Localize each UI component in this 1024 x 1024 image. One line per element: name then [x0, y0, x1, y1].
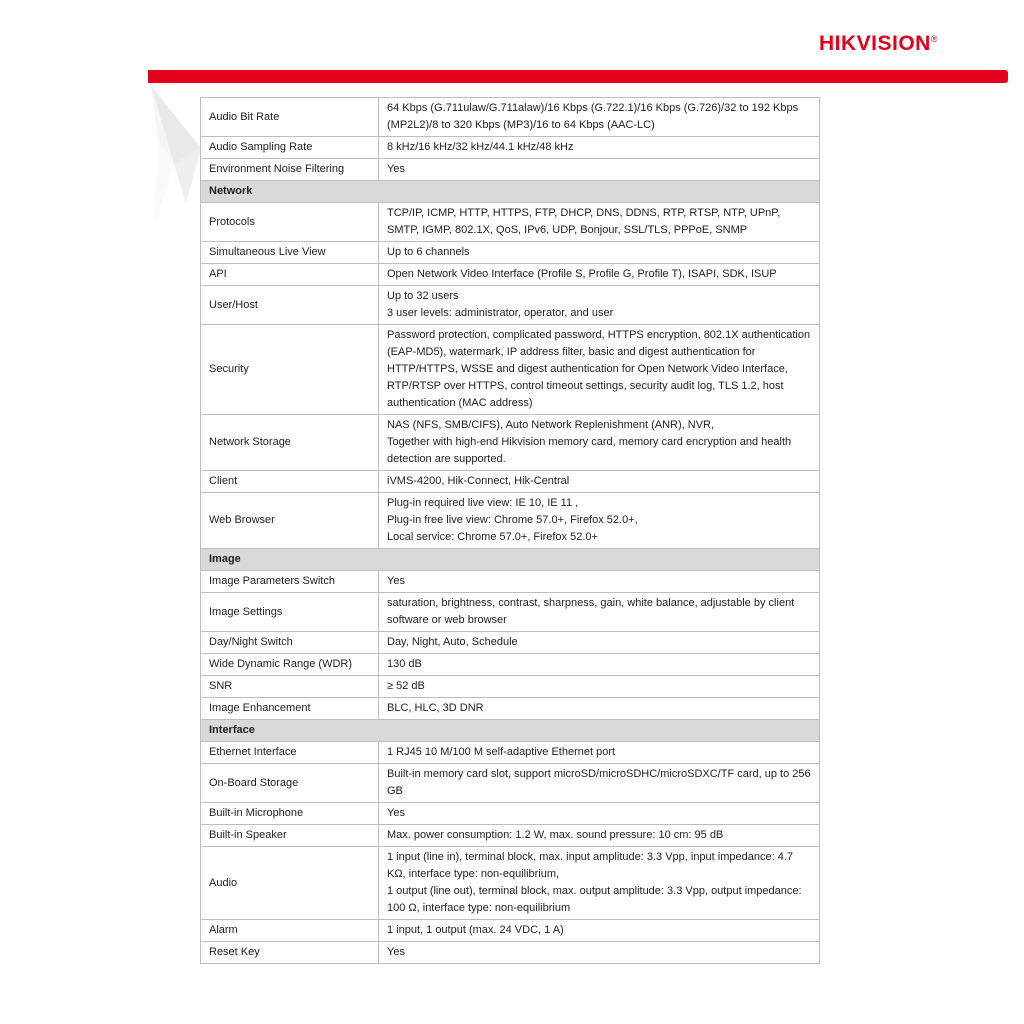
spec-value: 1 RJ45 10 M/100 M self-adaptive Ethernet port: [379, 742, 820, 764]
spec-value: Open Network Video Interface (Profile S, Profile G, Profile T), ISAPI, SDK, ISUP: [379, 264, 820, 286]
spec-row: [201, 159, 820, 181]
spec-value-line: NAS (NFS, SMB/CIFS), Auto Network Replenishment (ANR), NVR,: [387, 419, 715, 431]
spec-row: [201, 942, 820, 964]
spec-label: Built-in Microphone: [201, 803, 379, 825]
spec-value-line: Local service: Chrome 57.0+, Firefox 52.0+: [387, 531, 598, 543]
spec-row: [201, 803, 820, 825]
spec-row: [201, 286, 820, 325]
spec-value: Up to 6 channels: [379, 242, 820, 264]
spec-row: [201, 764, 820, 803]
spec-label: Audio Sampling Rate: [201, 137, 379, 159]
spec-label: Image Parameters Switch: [201, 571, 379, 593]
spec-row: [201, 203, 820, 242]
spec-value: Day, Night, Auto, Schedule: [379, 632, 820, 654]
spec-value-line: Together with high-end Hikvision memory card, memory card encryption and health detection are supported.: [387, 436, 792, 465]
spec-value: [379, 847, 820, 920]
spec-value: Yes: [379, 803, 820, 825]
spec-label: User/Host: [201, 286, 379, 325]
spec-label: Client: [201, 471, 379, 493]
spec-label: SNR: [201, 676, 379, 698]
hikvision-logo: [819, 32, 938, 56]
spec-row: [201, 847, 820, 920]
spec-value: 130 dB: [379, 654, 820, 676]
spec-label: Wide Dynamic Range (WDR): [201, 654, 379, 676]
section-title: Image: [201, 549, 820, 571]
spec-value-line: 3 user levels: administrator, operator, and user: [387, 307, 614, 319]
spec-value: Password protection, complicated password, HTTPS encryption, 802.1X authentication (EAP-MD5), watermark, IP address filter, basic and digest authentication for HTTP/HTTPS, WSSE and digest authentication for Open Network Video Interface, RTP/RTSP over HTTPS, control timeout settings, security audit log, TLS 1.2, host authentication (MAC address): [379, 325, 820, 415]
spec-row: [201, 571, 820, 593]
spec-row: [201, 632, 820, 654]
spec-label: Reset Key: [201, 942, 379, 964]
spec-label: Security: [201, 325, 379, 415]
decorative-arrow-graphic: [146, 86, 206, 236]
spec-row: [201, 593, 820, 632]
spec-value: 64 Kbps (G.711ulaw/G.711alaw)/16 Kbps (G.722.1)/16 Kbps (G.726)/32 to 192 Kbps (MP2L2)/8 to 320 Kbps (MP3)/16 to 64 Kbps (AAC-LC): [379, 98, 820, 137]
spec-row: [201, 825, 820, 847]
spec-label: Protocols: [201, 203, 379, 242]
spec-label: Environment Noise Filtering: [201, 159, 379, 181]
spec-label: Ethernet Interface: [201, 742, 379, 764]
spec-value: Yes: [379, 571, 820, 593]
section-title: Network: [201, 181, 820, 203]
hikvision-logo-text: HIKVISION: [819, 32, 931, 55]
spec-value: [379, 415, 820, 471]
spec-value-line: 1 input (line in), terminal block, max. input amplitude: 3.3 Vpp, input impedance: 4.7 KΩ, interface type: non-equilibrium,: [387, 851, 794, 880]
spec-value-line: Up to 32 users: [387, 290, 459, 302]
spec-table-grid: [200, 97, 820, 964]
spec-label: Audio Bit Rate: [201, 98, 379, 137]
spec-label: Image Settings: [201, 593, 379, 632]
spec-label: Day/Night Switch: [201, 632, 379, 654]
section-row: [201, 181, 820, 203]
brand-accent-bar: [148, 70, 1008, 83]
spec-label: On-Board Storage: [201, 764, 379, 803]
spec-label: API: [201, 264, 379, 286]
spec-row: [201, 98, 820, 137]
spec-label: Simultaneous Live View: [201, 242, 379, 264]
spec-table: [200, 97, 820, 964]
spec-row: [201, 920, 820, 942]
spec-row: [201, 242, 820, 264]
spec-value: Max. power consumption: 1.2 W, max. sound pressure: 10 cm: 95 dB: [379, 825, 820, 847]
spec-row: [201, 676, 820, 698]
spec-row: [201, 137, 820, 159]
spec-value-line: Plug-in required live view: IE 10, IE 11 ,: [387, 497, 579, 509]
spec-value: Yes: [379, 159, 820, 181]
spec-row: [201, 471, 820, 493]
spec-row: [201, 698, 820, 720]
section-title: Interface: [201, 720, 820, 742]
spec-row: [201, 742, 820, 764]
spec-value: 8 kHz/16 kHz/32 kHz/44.1 kHz/48 kHz: [379, 137, 820, 159]
spec-label: Network Storage: [201, 415, 379, 471]
spec-value: BLC, HLC, 3D DNR: [379, 698, 820, 720]
section-row: [201, 720, 820, 742]
spec-row: [201, 654, 820, 676]
spec-value-line: Plug-in free live view: Chrome 57.0+, Firefox 52.0+,: [387, 514, 638, 526]
spec-label: Web Browser: [201, 493, 379, 549]
spec-label: Alarm: [201, 920, 379, 942]
spec-value: Built-in memory card slot, support microSD/microSDHC/microSDXC/TF card, up to 256 GB: [379, 764, 820, 803]
spec-label: Built-in Speaker: [201, 825, 379, 847]
spec-row: [201, 415, 820, 471]
registered-trademark-icon: ®: [930, 34, 938, 44]
spec-value: Yes: [379, 942, 820, 964]
spec-value: TCP/IP, ICMP, HTTP, HTTPS, FTP, DHCP, DNS, DDNS, RTP, RTSP, NTP, UPnP, SMTP, IGMP, 802.1X, QoS, IPv6, UDP, Bonjour, SSL/TLS, PPPoE, SNMP: [379, 203, 820, 242]
spec-value: 1 input, 1 output (max. 24 VDC, 1 A): [379, 920, 820, 942]
spec-row: [201, 325, 820, 415]
spec-value: saturation, brightness, contrast, sharpness, gain, white balance, adjustable by client software or web browser: [379, 593, 820, 632]
spec-label: Audio: [201, 847, 379, 920]
spec-row: [201, 264, 820, 286]
section-row: [201, 549, 820, 571]
spec-value: iVMS-4200, Hik-Connect, Hik-Central: [379, 471, 820, 493]
spec-label: Image Enhancement: [201, 698, 379, 720]
spec-table-body: [201, 98, 820, 964]
spec-value: ≥ 52 dB: [379, 676, 820, 698]
spec-value: [379, 286, 820, 325]
spec-value-line: 1 output (line out), terminal block, max. output amplitude: 3.3 Vpp, output impedance: 100 Ω, interface type: non-equilibrium: [387, 885, 802, 914]
spec-value: [379, 493, 820, 549]
spec-row: [201, 493, 820, 549]
